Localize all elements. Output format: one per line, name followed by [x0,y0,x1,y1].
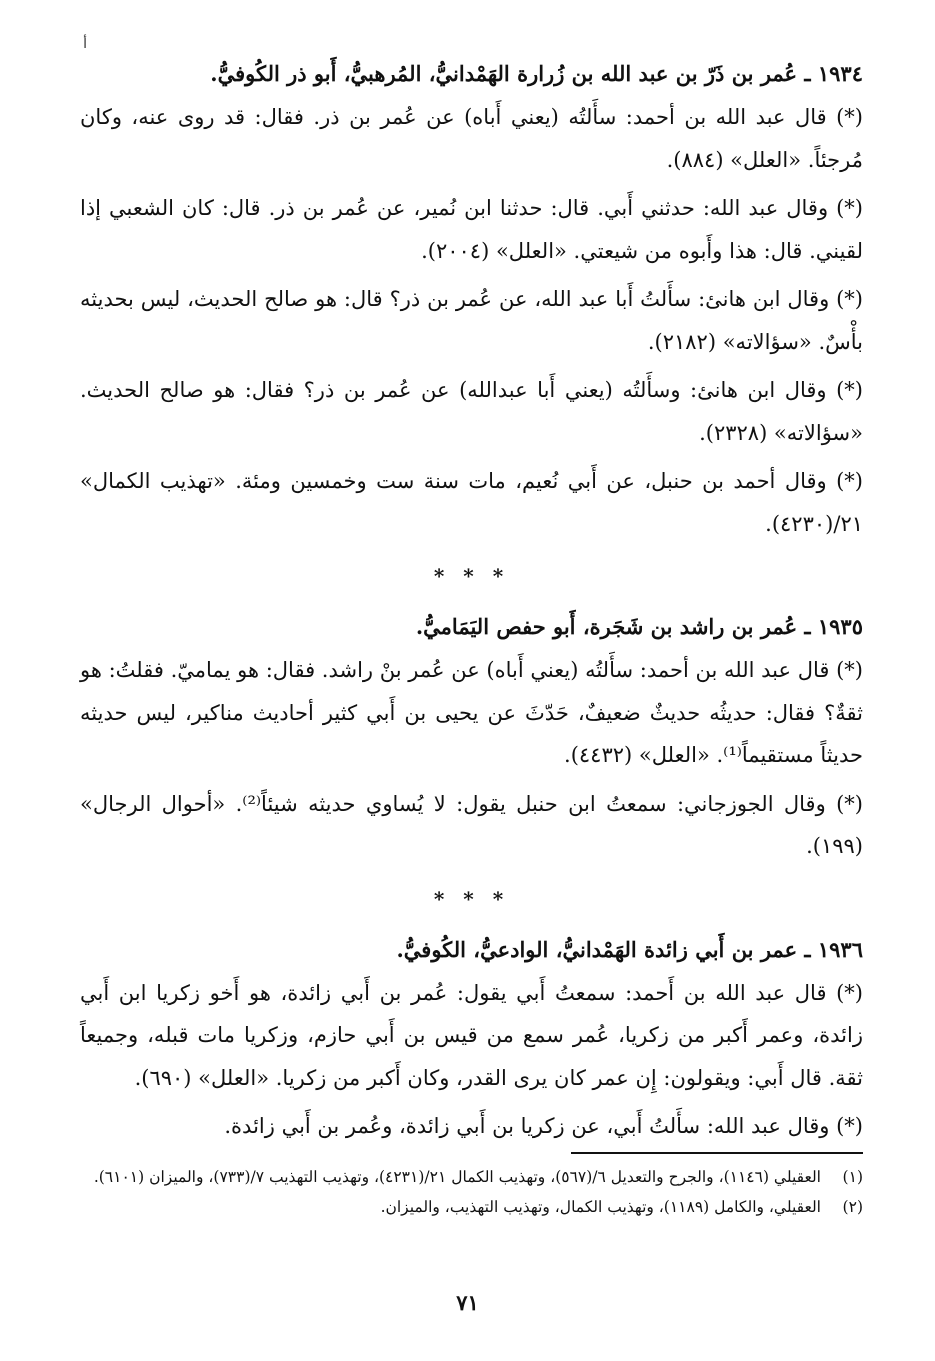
entry-paragraph: (*) قال عبد الله بن أحمد: سأَلتُه (يعني أَباه) عن عُمر بنْ راشد. فقال: هو يماميّ. فقلتُ: هو ثقةٌ؟ فقال: حديثُه حديثٌ ضعيفٌ، حَدّثَ عن يحيى بن أَبي كثير أحاديث مناكير، ليس حديثه حديثاً مستقيماً⁽¹⁾. «العلل» (٤٤٣٢). [80,658,863,767]
entry-heading: ١٩٣٥ ـ عُمر بن راشد بن شَجَرة، أَبو حفص اليَمَاميُّ. [415,614,863,639]
entry-paragraph: (*) وقال ابن هانئ: سأَلتُ أَبا عبد الله، عن عُمر بن ذر؟ قال: هو صالح الحديث، ليس بحديثه بأْسٌ. «سؤالاته» (٢١٨٢). [80,287,863,354]
footnote-item [80,1192,863,1222]
entry-heading: ١٩٣٦ ـ عمر بن أَبي زائدة الهَمْدانيُّ، الوادعيُّ، الكُوفيُّ. [396,936,863,962]
footnote-divider [571,1152,863,1154]
entry-paragraph: (*) وقال الجوزجاني: سمعتُ ابن حنبل يقول: لا يُساوي حديثه شيئاً⁽²⁾. «أحوال الرجال» (١٩٩). [80,791,863,858]
entry-heading: ١٩٣٤ ـ عُمر بن ذَرّ بن عبد الله بن زُرارة الهَمْدانيُّ، المُرهبيُّ، أَبو ذر الكُوفيُّ. [210,61,863,86]
entry-paragraph: (*) وقال ابن هانئ: وسأَلتُه (يعني أَبا عبدالله) عن عُمر بن ذر؟ فقال: هو صالح الحديث. «سؤالاته» (٢٣٢٨). [80,378,863,445]
footnote-item [80,1162,863,1192]
entry-1934 [80,56,863,545]
footnote-number: (٢) [842,1198,863,1216]
entry-1936 [80,932,863,1148]
footnotes [80,1162,863,1222]
corner-mark: أ [83,36,87,52]
section-separator: * * * [433,886,510,911]
footnote-text: العقيلي (١١٤٦)، والجرح والتعديل ٦/(٥٦٧)، وتهذيب الكمال ٢١/(٤٢٣١)، وتهذيب التهذيب ٧/(٧٣٣)، والميزان (٦١٠١). [93,1168,821,1186]
entry-paragraph: (*) وقال عبد الله: حدثني أَبي. قال: حدثنا ابن نُمير، عن عُمر بن ذر. قال: كان الشعبي إذا لقيني. قال: هذا وأَبوه من شيعتي. «العلل» (٢٠٠٤). [80,196,863,263]
main-content [80,56,863,1154]
section-separator: * * * [433,564,510,588]
footnote-text: العقيلي، والكامل (١١٨٩)، وتهذيب الكمال، وتهذيب التهذيب، والميزان. [380,1198,821,1216]
entry-paragraph: (*) قال عبد الله بن أحمد: سأَلتُه (يعني أَباه) عن عُمر بن ذر. فقال: قد روى عنه، وكان مُرجئاً. «العلل» (٨٨٤). [80,105,863,172]
entry-paragraph: (*) وقال أحمد بن حنبل، عن أَبي نُعيم، مات سنة ست وخمسين ومئة. «تهذيب الكمال» ٢١/(٤٢٣٠). [80,469,863,536]
entry-paragraph: (*) وقال عبد الله: سأَلتُ أَبي، عن زكريا بن أَبي زائدة، وعُمر بن أَبي زائدة. [224,1114,863,1138]
footnote-number: (١) [842,1168,863,1186]
page-number: ٧١ [456,1290,479,1315]
entry-1935 [80,609,863,868]
entry-paragraph: (*) قال عبد الله بن أَحمد: سمعتُ أَبي يقول: عُمر بن أَبي زائدة، هو أَخو زكريا ابن أَبي زائدة، وعمر أَكبر من زكريا، عُمر سمع من قيس بن أَبي حازم، وزكريا مات قبله، وجميعاً ثقة. قال أَبي: ويقولون: إِن عمر كان يرى القدر، وكان أَكبر من زكريا. «العلل» (٦٩٠). [80,980,863,1090]
